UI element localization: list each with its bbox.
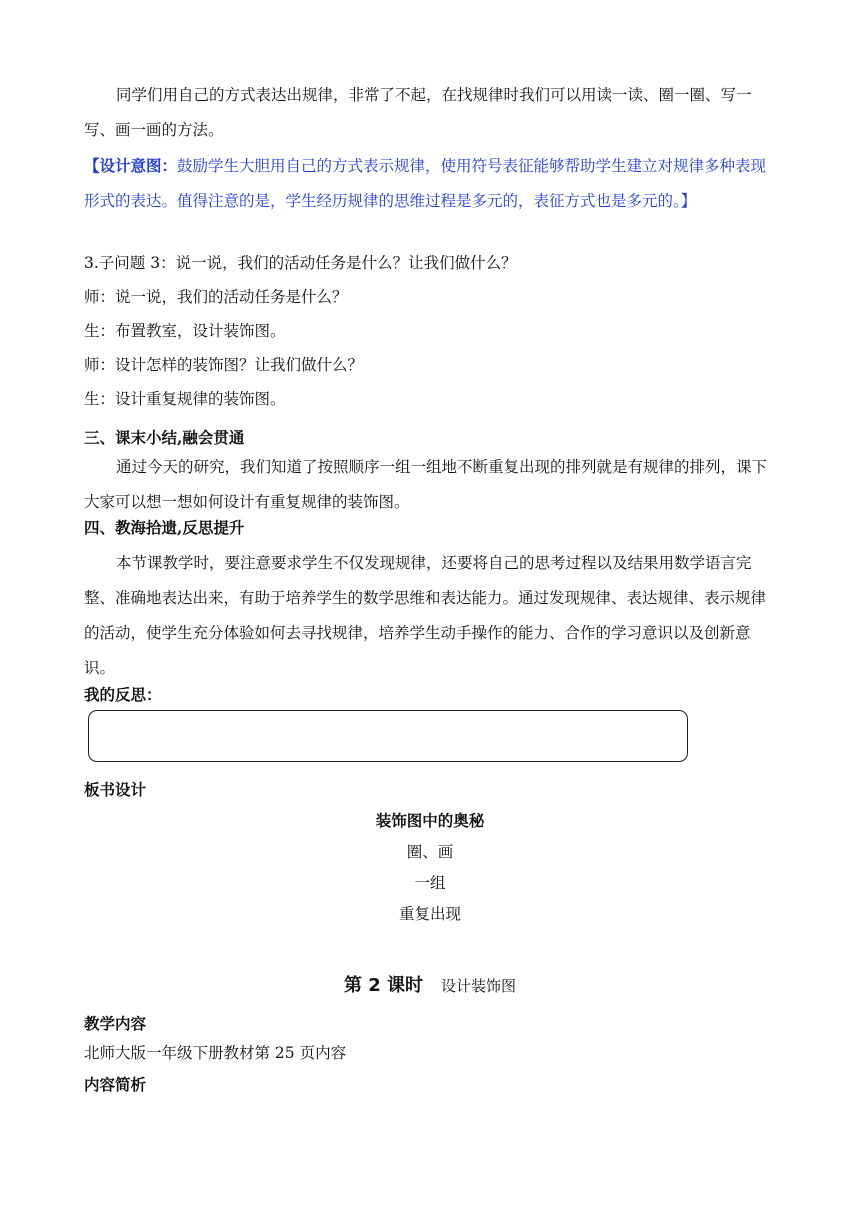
design-intent-text: 鼓励学生大胆用自己的方式表示规律，使用符号表征能够帮助学生建立对规律多种表现形式的表达。值得注意的是，学生经历规律的思维过程是多元的，表征方式也是多元的。】 [84, 157, 767, 210]
teaching-content-text: 北师大版一年级下册教材第 25 页内容 [84, 1044, 347, 1062]
student-line-1: 生：布置教室，设计装饰图。 [84, 322, 286, 340]
design-intent-note [84, 148, 776, 219]
board-line-2: 一组 [414, 874, 446, 892]
board-line-3: 重复出现 [398, 905, 461, 923]
lesson-2-number: 第 2 课时 [343, 975, 424, 996]
sub-question-3: 3.子问题 3：说一说，我们的活动任务是什么？让我们做什么？ [84, 254, 517, 272]
board-design-label: 板书设计 [84, 780, 147, 799]
reflection-label: 我的反思： [84, 685, 162, 704]
design-intent-label: 【设计意图： [84, 156, 178, 175]
section-3-heading: 三、课末小结,融会贯通 [84, 428, 245, 447]
summary-paragraph: 同学们用自己的方式表达出规律，非常了不起，在找规律时我们可以用读一读、圈一圈、写一写、画一画的方法。 [84, 86, 752, 139]
board-title: 装饰图中的奥秘 [375, 811, 485, 830]
teaching-content-label: 教学内容 [84, 1014, 147, 1033]
teacher-line-1: 师：说一说，我们的活动任务是什么？ [84, 288, 348, 306]
teacher-line-2: 师：设计怎样的装饰图？让我们做什么？ [84, 356, 364, 374]
lesson-2-subtitle: 设计装饰图 [441, 977, 517, 995]
section-4-text: 本节课教学时，要注意要求学生不仅发现规律，还要将自己的思考过程以及结果用数学语言完整、准确地表达出来，有助于培养学生的数学思维和表达能力。通过发现规律、表达规律、表示规律的活动，使学生充分体验如何去寻找规律，培养学生动手操作的能力、合作的学习意识以及创新意识。 [84, 554, 767, 677]
lesson-2-title [0, 972, 860, 1000]
student-line-2: 生：设计重复规律的装饰图。 [84, 390, 286, 408]
reflection-box[interactable] [88, 710, 688, 762]
board-line-1: 圈、画 [406, 843, 454, 861]
content-analysis-label: 内容简析 [84, 1075, 147, 1094]
section-3-text: 通过今天的研究，我们知道了按照顺序一组一组地不断重复出现的排列就是有规律的排列，课下大家可以想一想如何设计有重复规律的装饰图。 [84, 458, 768, 511]
section-4-heading: 四、教海拾遗,反思提升 [84, 518, 245, 537]
